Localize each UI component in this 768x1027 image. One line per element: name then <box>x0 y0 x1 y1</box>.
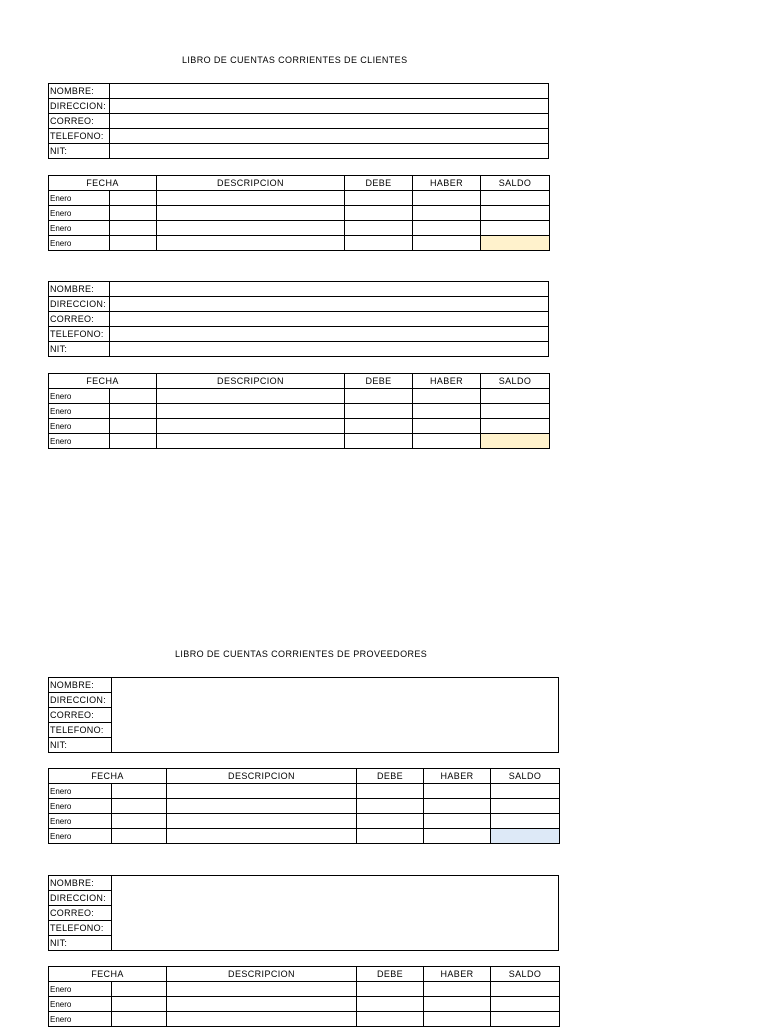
cell-haber[interactable] <box>424 1012 491 1027</box>
cell-haber[interactable] <box>413 236 481 251</box>
ledger-row <box>49 784 560 799</box>
label-nombre: NOMBRE: <box>49 876 112 891</box>
cell-haber[interactable] <box>424 997 491 1012</box>
cell-haber[interactable] <box>413 206 481 221</box>
client-info-table <box>48 83 549 159</box>
label-nombre: NOMBRE: <box>49 84 110 99</box>
header-saldo: SALDO <box>491 769 560 784</box>
label-correo: CORREO: <box>49 312 110 327</box>
header-saldo: SALDO <box>481 374 550 389</box>
ledger-row <box>49 799 560 814</box>
cell-debe[interactable] <box>345 221 413 236</box>
ledger-row <box>49 434 550 449</box>
header-haber: HABER <box>413 176 481 191</box>
label-nit: NIT: <box>49 144 110 159</box>
cell-debe[interactable] <box>357 784 424 799</box>
ledger-row <box>49 997 560 1012</box>
label-correo: CORREO: <box>49 906 112 921</box>
cell-debe[interactable] <box>357 1012 424 1027</box>
supplier-details-area[interactable] <box>112 876 559 951</box>
cell-haber[interactable] <box>413 191 481 206</box>
label-nit: NIT: <box>49 936 112 951</box>
header-fecha: FECHA <box>49 769 167 784</box>
header-debe: DEBE <box>357 967 424 982</box>
value-correo[interactable] <box>110 312 549 327</box>
info-row-direccion <box>49 99 549 114</box>
info-row-correo <box>49 312 549 327</box>
cell-descripcion[interactable] <box>157 404 345 419</box>
cell-saldo[interactable] <box>481 389 550 404</box>
ledger-header-row <box>49 176 550 191</box>
cell-saldo[interactable] <box>491 799 560 814</box>
cell-day[interactable] <box>112 814 167 829</box>
cell-haber[interactable] <box>424 784 491 799</box>
cell-haber[interactable] <box>413 404 481 419</box>
ledger-row <box>49 1012 560 1027</box>
ledger-header-row <box>49 967 560 982</box>
row-month: Enero <box>49 1012 112 1027</box>
row-month: Enero <box>49 236 110 251</box>
header-saldo: SALDO <box>491 967 560 982</box>
header-debe: DEBE <box>345 374 413 389</box>
ledger-row <box>49 829 560 844</box>
cell-debe[interactable] <box>345 404 413 419</box>
cell-saldo[interactable] <box>481 191 550 206</box>
label-telefono: TELEFONO: <box>49 129 110 144</box>
cell-haber[interactable] <box>413 419 481 434</box>
cell-saldo-highlighted[interactable] <box>481 434 550 449</box>
cell-day[interactable] <box>112 982 167 997</box>
row-month: Enero <box>49 829 112 844</box>
header-fecha: FECHA <box>49 374 157 389</box>
cell-day[interactable] <box>110 434 157 449</box>
cell-debe[interactable] <box>345 434 413 449</box>
cell-saldo[interactable] <box>491 997 560 1012</box>
row-month: Enero <box>49 191 110 206</box>
client-info-table <box>48 281 549 357</box>
row-month: Enero <box>49 404 110 419</box>
info-row-nombre <box>49 876 559 891</box>
info-row-nombre <box>49 678 559 693</box>
info-row-correo <box>49 114 549 129</box>
header-descripcion: DESCRIPCION <box>157 374 345 389</box>
cell-debe[interactable] <box>345 206 413 221</box>
cell-descripcion[interactable] <box>167 982 357 997</box>
header-saldo: SALDO <box>481 176 550 191</box>
header-haber: HABER <box>413 374 481 389</box>
cell-debe[interactable] <box>345 419 413 434</box>
cell-day[interactable] <box>110 404 157 419</box>
row-month: Enero <box>49 419 110 434</box>
cell-day[interactable] <box>110 191 157 206</box>
cell-debe[interactable] <box>345 191 413 206</box>
cell-descripcion[interactable] <box>167 997 357 1012</box>
cell-day[interactable] <box>112 784 167 799</box>
cell-haber[interactable] <box>413 389 481 404</box>
cell-descripcion[interactable] <box>167 829 357 844</box>
value-nombre[interactable] <box>110 282 549 297</box>
info-row-nit <box>49 144 549 159</box>
cell-day[interactable] <box>110 206 157 221</box>
clientes-title: LIBRO DE CUENTAS CORRIENTES DE CLIENTES <box>182 55 408 65</box>
cell-haber[interactable] <box>413 434 481 449</box>
cell-saldo[interactable] <box>491 784 560 799</box>
cell-saldo-highlighted[interactable] <box>481 236 550 251</box>
cell-saldo[interactable] <box>481 206 550 221</box>
label-telefono: TELEFONO: <box>49 327 110 342</box>
info-row-telefono <box>49 327 549 342</box>
header-descripcion: DESCRIPCION <box>167 769 357 784</box>
cell-day[interactable] <box>110 419 157 434</box>
ledger-header-row <box>49 769 560 784</box>
cell-day[interactable] <box>110 221 157 236</box>
cell-descripcion[interactable] <box>167 784 357 799</box>
cell-descripcion[interactable] <box>167 799 357 814</box>
info-row-nombre <box>49 84 549 99</box>
cell-saldo[interactable] <box>481 221 550 236</box>
ledger-row <box>49 814 560 829</box>
header-debe: DEBE <box>345 176 413 191</box>
header-haber: HABER <box>424 769 491 784</box>
cell-saldo-highlighted[interactable] <box>491 829 560 844</box>
cell-haber[interactable] <box>424 829 491 844</box>
label-nit: NIT: <box>49 738 112 753</box>
ledger-header-row <box>49 374 550 389</box>
cell-debe[interactable] <box>345 236 413 251</box>
client-ledger-table <box>48 175 550 251</box>
row-month: Enero <box>49 434 110 449</box>
cell-descripcion[interactable] <box>157 389 345 404</box>
label-direccion: DIRECCION: <box>49 297 110 312</box>
cell-descripcion[interactable] <box>157 221 345 236</box>
ledger-row <box>49 206 550 221</box>
value-telefono[interactable] <box>110 129 549 144</box>
cell-day[interactable] <box>110 236 157 251</box>
value-direccion[interactable] <box>110 297 549 312</box>
label-nit: NIT: <box>49 342 110 357</box>
info-row-direccion <box>49 297 549 312</box>
cell-haber[interactable] <box>424 814 491 829</box>
cell-day[interactable] <box>112 829 167 844</box>
row-month: Enero <box>49 799 112 814</box>
value-nit[interactable] <box>110 342 549 357</box>
value-correo[interactable] <box>110 114 549 129</box>
cell-haber[interactable] <box>424 982 491 997</box>
label-direccion: DIRECCION: <box>49 99 110 114</box>
row-month: Enero <box>49 206 110 221</box>
cell-descripcion[interactable] <box>157 206 345 221</box>
proveedores-title: LIBRO DE CUENTAS CORRIENTES DE PROVEEDORES <box>175 649 428 659</box>
row-month: Enero <box>49 221 110 236</box>
supplier-details-area[interactable] <box>112 678 559 753</box>
label-nombre: NOMBRE: <box>49 282 110 297</box>
client-ledger-table <box>48 373 550 449</box>
cell-day[interactable] <box>110 389 157 404</box>
value-nit[interactable] <box>110 144 549 159</box>
cell-saldo[interactable] <box>491 1012 560 1027</box>
row-month: Enero <box>49 389 110 404</box>
cell-debe[interactable] <box>357 814 424 829</box>
cell-haber[interactable] <box>413 221 481 236</box>
header-descripcion: DESCRIPCION <box>157 176 345 191</box>
ledger-row <box>49 404 550 419</box>
info-row-telefono <box>49 129 549 144</box>
cell-descripcion[interactable] <box>157 419 345 434</box>
supplier-ledger-table <box>48 966 560 1027</box>
row-month: Enero <box>49 982 112 997</box>
value-nombre[interactable] <box>110 84 549 99</box>
cell-saldo[interactable] <box>481 404 550 419</box>
cell-descripcion[interactable] <box>157 236 345 251</box>
cell-descripcion[interactable] <box>167 1012 357 1027</box>
cell-debe[interactable] <box>357 982 424 997</box>
info-row-nombre <box>49 282 549 297</box>
label-nombre: NOMBRE: <box>49 678 112 693</box>
supplier-ledger-table <box>48 768 560 844</box>
header-fecha: FECHA <box>49 176 157 191</box>
value-direccion[interactable] <box>110 99 549 114</box>
cell-saldo[interactable] <box>491 814 560 829</box>
cell-debe[interactable] <box>357 829 424 844</box>
label-telefono: TELEFONO: <box>49 921 112 936</box>
cell-debe[interactable] <box>345 389 413 404</box>
ledger-row <box>49 982 560 997</box>
label-direccion: DIRECCION: <box>49 891 112 906</box>
label-correo: CORREO: <box>49 708 112 723</box>
supplier-info-table <box>48 875 559 951</box>
cell-haber[interactable] <box>424 799 491 814</box>
cell-descripcion[interactable] <box>157 434 345 449</box>
cell-day[interactable] <box>112 799 167 814</box>
row-month: Enero <box>49 814 112 829</box>
cell-day[interactable] <box>112 997 167 1012</box>
header-debe: DEBE <box>357 769 424 784</box>
info-row-nit <box>49 342 549 357</box>
ledger-row <box>49 419 550 434</box>
ledger-row <box>49 236 550 251</box>
cell-saldo[interactable] <box>481 419 550 434</box>
label-correo: CORREO: <box>49 114 110 129</box>
value-telefono[interactable] <box>110 327 549 342</box>
cell-descripcion[interactable] <box>167 814 357 829</box>
label-direccion: DIRECCION: <box>49 693 112 708</box>
row-month: Enero <box>49 784 112 799</box>
header-descripcion: DESCRIPCION <box>167 967 357 982</box>
row-month: Enero <box>49 997 112 1012</box>
ledger-row <box>49 191 550 206</box>
label-telefono: TELEFONO: <box>49 723 112 738</box>
cell-saldo[interactable] <box>491 982 560 997</box>
ledger-row <box>49 221 550 236</box>
header-fecha: FECHA <box>49 967 167 982</box>
header-haber: HABER <box>424 967 491 982</box>
supplier-info-table <box>48 677 559 753</box>
ledger-row <box>49 389 550 404</box>
cell-debe[interactable] <box>357 799 424 814</box>
cell-day[interactable] <box>112 1012 167 1027</box>
cell-debe[interactable] <box>357 997 424 1012</box>
cell-descripcion[interactable] <box>157 191 345 206</box>
